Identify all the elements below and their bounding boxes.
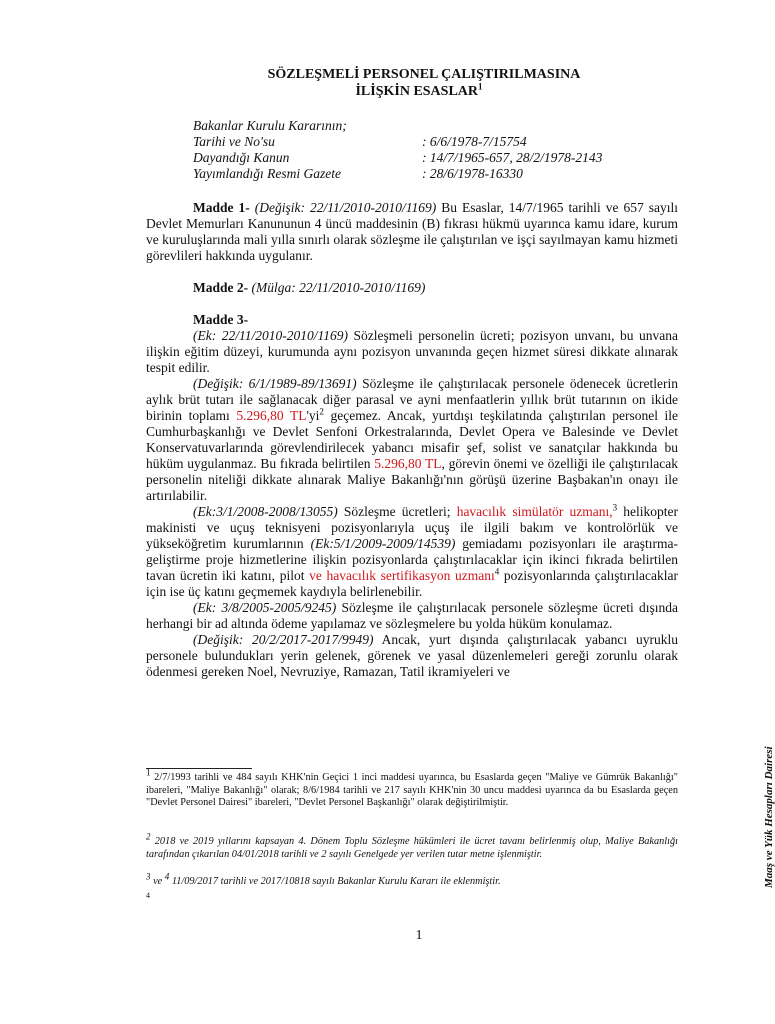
amount-highlight: 5.296,80 TL: [374, 456, 442, 471]
article-3-paragraph-3: (Ek:3/1/2008-2008/13055) Sözleşme ücretleri; havacılık simülatör uzmanı,$^3$ helikopter makinisti ve uçuş teknisyeni pozisyonlarıyla uçuş ile ilgili bakım ve kontrolörlük ve yükseköğretim kurumlarının (Ek:5/1/2009-2009/14539) gemiadamı pozisyonları ile araştırma-geliştirme proje hizmetlerine ilişkin pozisyonlarda çalıştırılacaklar için ikinci fıkrada belirtilen tavan ücretin iki katını, pilot ve havacılık sertifikasyon uzmanı$^4$ pozisyonlarında çalıştırılacaklar için ise üç katını geçmemek kaydıyla belirlenebilir.: [146, 502, 678, 599]
footnote-stub: 4: [146, 891, 150, 900]
footnote-ref-2: 2: [319, 406, 324, 417]
article-2-heading: Madde 2-: [193, 280, 249, 295]
article-1: Madde 1- (Değişik: 22/11/2010-2010/1169) Bu Esaslar, 14/7/1965 tarihli ve 657 sayılı Devlet Memurları Kanununun 4 üncü maddesinin (B) fıkrası hükmü uyarınca kamu idare, kurum ve kuruluşlarında mali yılla sınırlı olarak sözleşme ile çalıştırılan ve işçi sayılmayan kamu hizmeti görevlileri hakkında uygulanır.: [146, 200, 678, 263]
article-3-paragraph-4: (Ek: 3/8/2005-2005/9245) Sözleşme ile çalıştırılacak personele sözleşme ücreti dışında herhangi bir ad altında ödeme yapılamaz ve sözleşmelere bu yolda hüküm konulamaz.: [146, 600, 678, 631]
title-line-1: SÖZLEŞMELİ PERSONEL ÇALIŞTIRILMASINA: [267, 67, 581, 82]
meta-row: [193, 150, 603, 166]
footnote-ref-3: 3: [612, 502, 618, 513]
meta-label: Yayımlandığı Resmi Gazete: [193, 166, 341, 181]
article-1-heading: Madde 1-: [193, 200, 250, 215]
page-number: 1: [415, 928, 423, 943]
amount-highlight: 5.296,80 TL: [236, 408, 307, 423]
article-2: [146, 280, 678, 296]
meta-row: [193, 166, 523, 182]
meta-row: [193, 134, 527, 150]
meta-value: : 6/6/1978-7/15754: [422, 134, 527, 149]
article-3-paragraph-1: (Ek: 22/11/2010-2010/1169) Sözleşmeli personelin ücreti; pozisyon unvanı, bu unvana ilişkin eğitim düzeyi, kurumunda aynı pozisyon unvanında geçen hizmet süresi dikkate alınarak tespit edilir.: [146, 328, 678, 375]
article-3-paragraph-5: (Değişik: 20/2/2017-2017/9949) Ancak, yurt dışında çalıştırılacak yabancı uyruklu personele bulundukları yerin gelenek, görenek ve yasal düzenlemeleri gereği zorunlu olarak ödenmesi gereken Noel, Nevruziye, Ramazan, Tatil ikramiyeleri ve: [146, 632, 678, 679]
meta-value: : 28/6/1978-16330: [422, 166, 523, 181]
article-3-paragraph-2: (Değişik: 6/1/1989-89/13691) Sözleşme ile çalıştırılacak personele ödenecek ücretlerin aylık brüt tutarı ile sağlanacak diğer parasal ve ayni menfaatlerin yıllık brüt tutarının on ikide birinin toplamı 5.296,80 $TL'yi^2$ geçemez. Ancak, yurtdışı teşkilatında çalıştırılan personel ile Cumhurbaşkanlığı ve Devlet Senfoni Orkestralarında, Devlet Opera ve Balesinde ve Devlet Konservatuvarlarında görevlendirilecek yabancı misafir şef, solist ve sanatçılar hakkında bu hüküm uygulanmaz. Bu fıkrada belirtilen 5.296,80 TL, görevin önemi ve özelliği ile çalıştırılacak personelin niteliği dikkate alınarak Maliye Bakanlığı'nın görüşü üzerine Başbakan'ın onayı ile artırılabilir.: [146, 376, 679, 503]
article-3-heading: Madde 3-: [193, 312, 249, 327]
side-margin-label: Maaş ve Yük Hesapları Dairesi: [763, 746, 775, 888]
meta-header: Bakanlar Kurulu Kararının;: [193, 118, 347, 133]
document-body: [146, 200, 678, 680]
footnote-3-4: $^3$ ve $^4$ 11/09/2017 tarihli ve 2017/10818 sayılı Bakanlar Kurulu Kararı ile eklenmiştir.: [146, 871, 501, 887]
decree-metadata: [193, 118, 603, 182]
meta-value: : 14/7/1965-657, 28/2/1978-2143: [422, 150, 603, 165]
position-highlight: ve havacılık sertifikasyon uzmanı: [309, 568, 495, 583]
position-highlight: havacılık simülatör uzmanı,: [456, 504, 613, 519]
title-line-2: İLİŞKİN ESASLAR$^1$: [355, 81, 483, 99]
article-2-amendment: (Mülga: 22/11/2010-2010/1169): [251, 280, 426, 295]
footnote-2: $^2$ 2018 ve 2019 yıllarını kapsayan 4. Dönem Toplu Sözleşme hükümleri ile ücret tavanı belirlenmiş olup, Maliye Bakanlığı tarafından çıkarılan 04/01/2018 tarihli ve 2 sayılı Genelgede yer verilen tutar metne işlenmiştir.: [146, 831, 678, 860]
footnote-ref-4: 4: [494, 566, 500, 577]
footnote-1: $^1$ 2/7/1993 tarihli ve 484 sayılı KHK'nin Geçici 1 inci maddesi uyarınca, bu Esaslarda geçen "Maliye ve Gümrük Bakanlığı" ibareleri, "Maliye Bakanlığı" olarak; 8/6/1984 tarihli ve 217 sayılı KHK'nin 30 uncu maddesi uyarınca da bu Esaslarda geçen "Devlet Personel Dairesi" ibareleri, "Devlet Personel Başkanlığı" olarak değiştirilmiştir.: [146, 767, 678, 808]
footnote-separator: [146, 768, 252, 769]
footnote-ref-1: 1: [478, 81, 483, 92]
meta-label: Dayandığı Kanun: [193, 150, 290, 165]
article-1-amendment: (Değişik: 22/11/2010-2010/1169): [254, 200, 437, 215]
document-title: [0, 66, 768, 100]
meta-label: Tarihi ve No'su: [193, 134, 275, 149]
